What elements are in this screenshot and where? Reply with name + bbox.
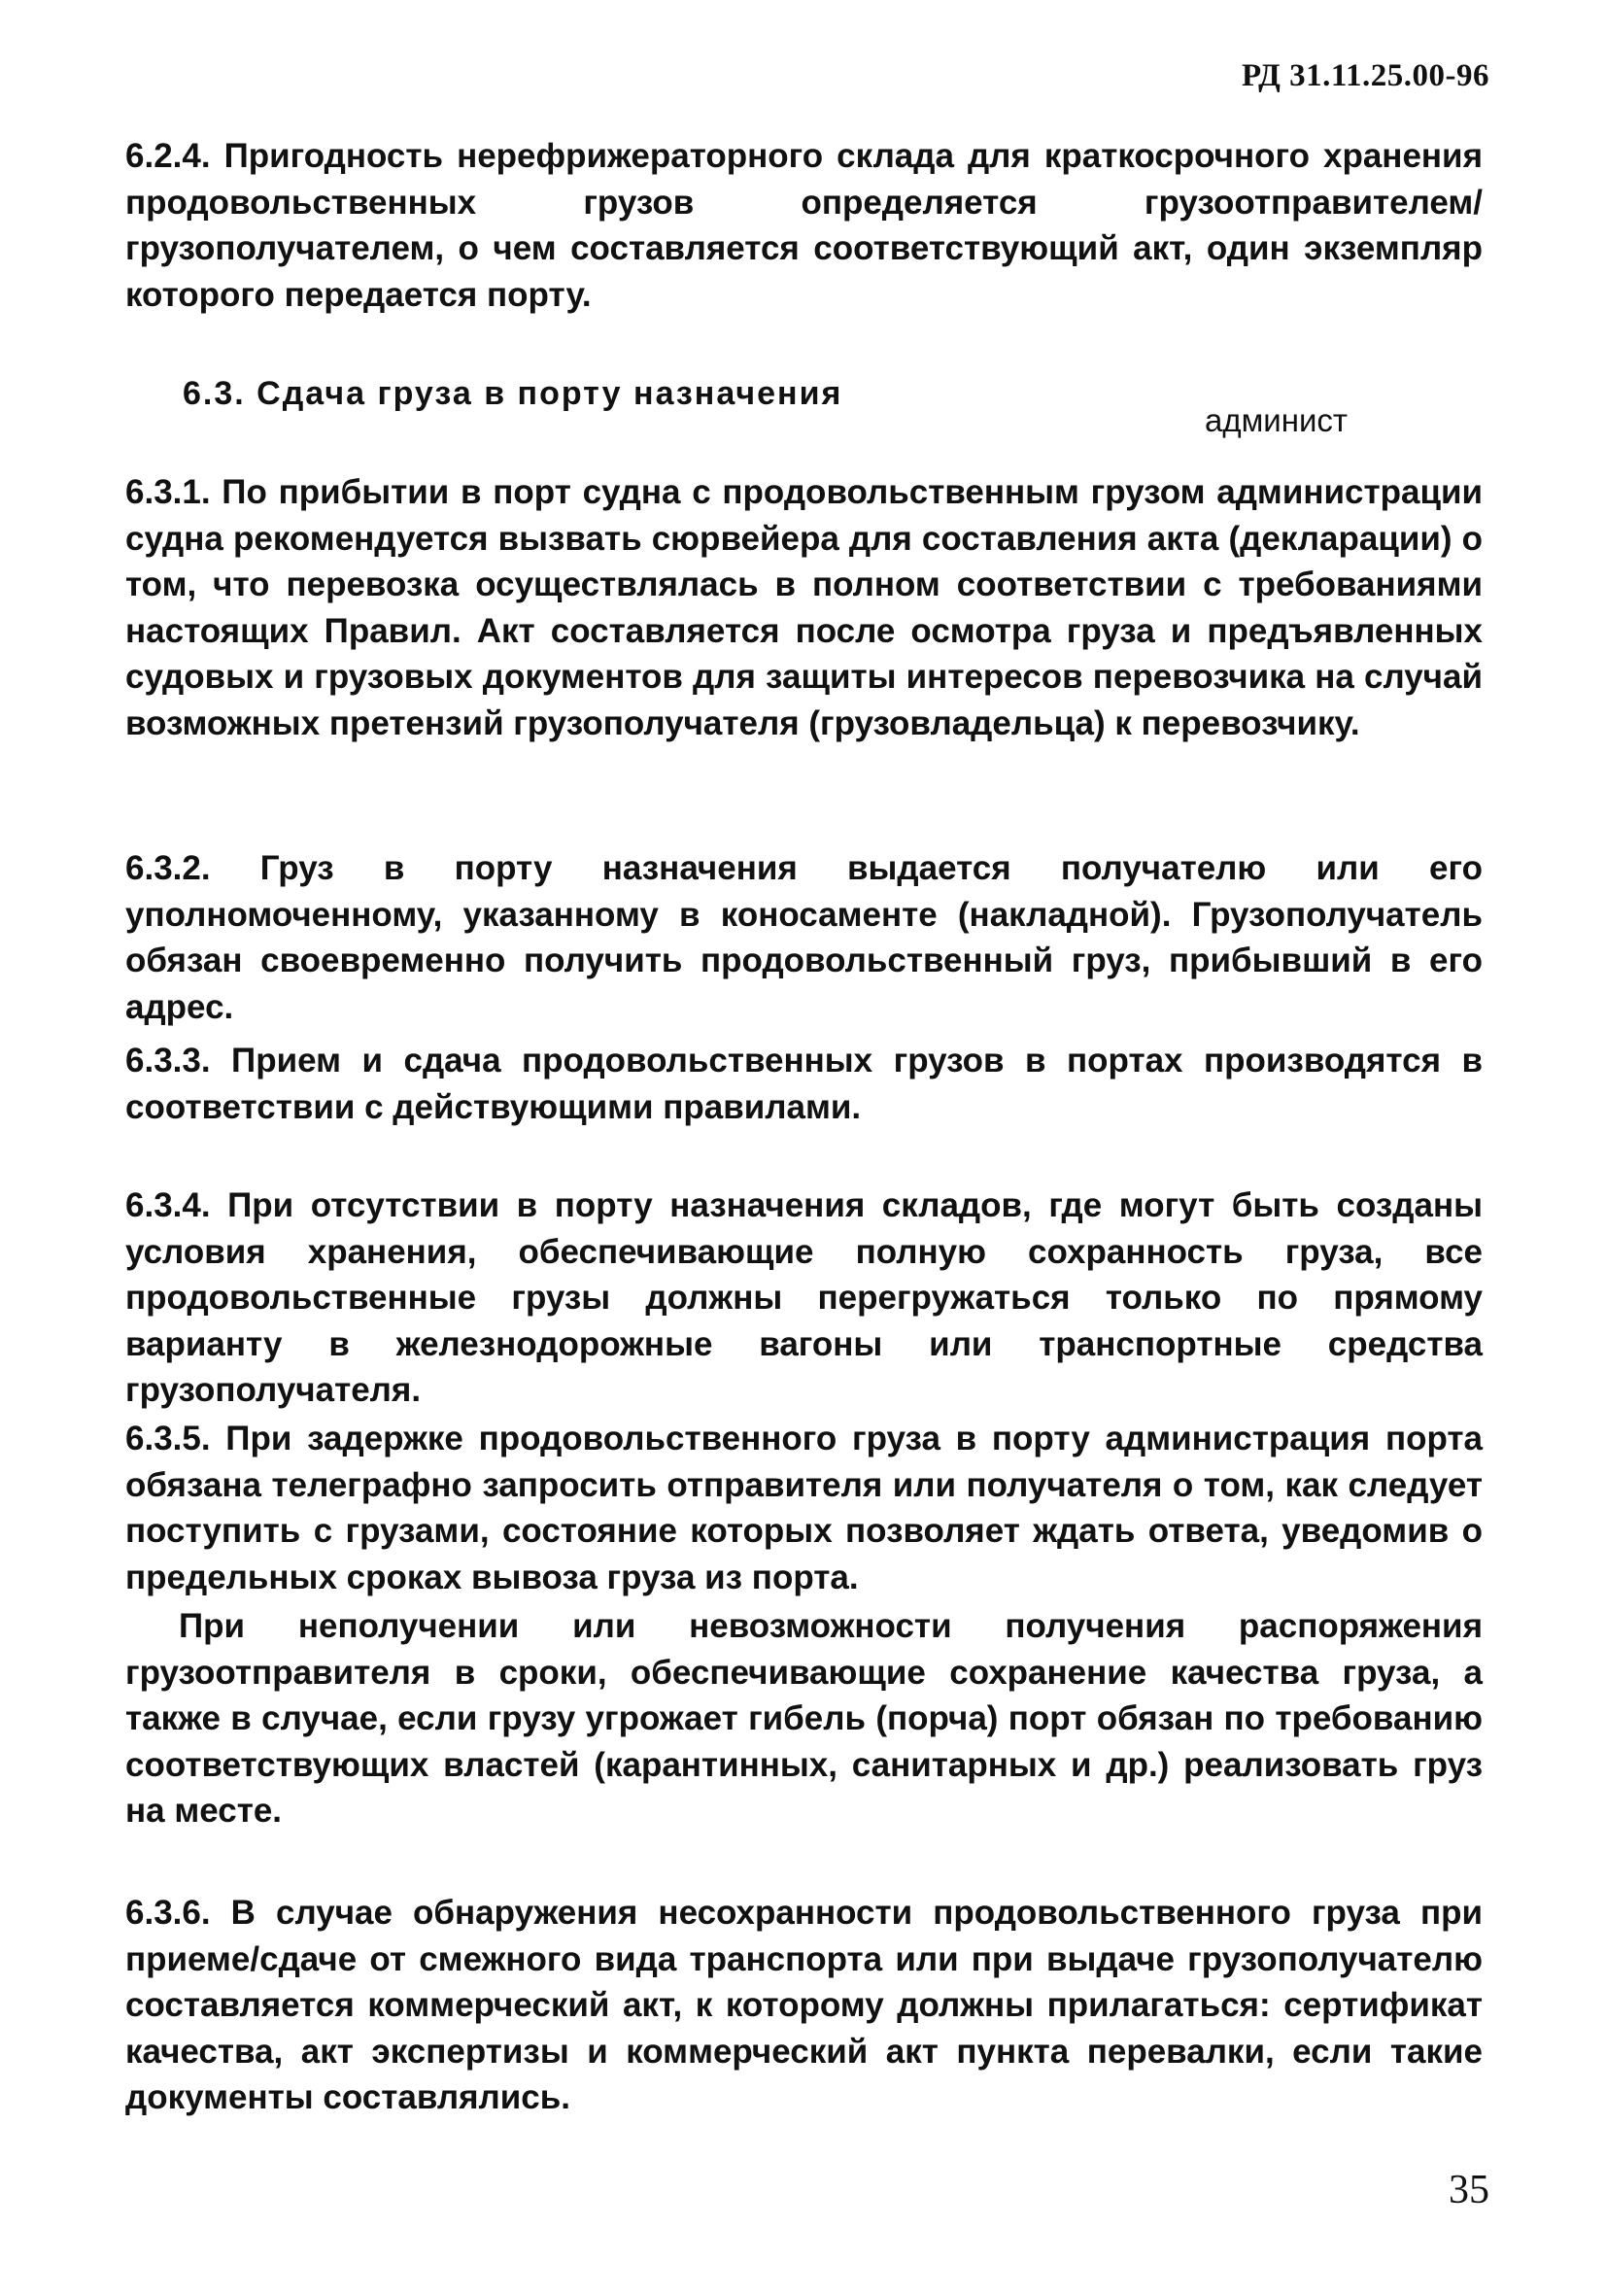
document-code: РД 31.11.25.00-96 — [1241, 58, 1489, 93]
paragraph-6-3-3: 6.3.3. Прием и сдача продовольственных грузов в портах производятся в соответствии с действующими правилами. — [125, 1042, 1483, 1126]
page-number: 35 — [1449, 2168, 1489, 2212]
section-heading-6-3: 6.3. Сдача груза в порту назначения — [183, 375, 843, 412]
paragraph-6-3-6: 6.3.6. В случае обнаружения несохранности продовольственного груза при приеме/сдаче от смежного вида транспорта или при выдаче грузополучателю составляется коммерческий акт, к которому должны прилагаться: сертификат качества, акт экспертизы и коммерческий акт пункта перевалки, если такие документы составлялись. — [125, 1894, 1483, 2116]
paragraph-6-3-1: 6.3.1. По прибытии в порт судна с продовольственным грузом администрации судна рекомендуется вызвать сюрвейера для составления акта (декларации) о том, что перевозка осуществлялась в полном соответствии с требованиями настоящих Правил. Акт составляется после осмотра груза и предъявленных судовых и грузовых документов для защиты интересов перевозчика на случай возможных претензий грузополучателя (грузовладельца) к перевозчику. — [125, 473, 1483, 742]
paragraph-6-2-4: 6.2.4. Пригодность нерефрижераторного склада для краткосрочного хранения продовольственных грузов определяется грузоотправителем/грузополучателем, о чем составляется соответствующий акт, один экземпляр которого передается порту. — [125, 137, 1483, 314]
paragraph-6-3-5-continuation: При неполучении или невозможности получения распоряжения грузоотправителя в сроки, обеспечивающие сохранение качества груза, а также в случае, если грузу угрожает гибель (порча) порт обязан по требованию соответствующих властей (карантинных, санитарных и др.) реализовать груз на месте. — [125, 1607, 1483, 1830]
margin-note: админист — [1205, 402, 1349, 438]
paragraph-6-3-5: 6.3.5. При задержке продовольственного груза в порту администрация порта обязана телеграфно запросить отправителя или получателя о том, как следует поступить с грузами, состояние которых позволяет ждать ответа, уведомив о предельных сроках вывоза груза из порта. — [125, 1420, 1483, 1596]
paragraph-6-3-2: 6.3.2. Груз в порту назначения выдается получателю или его уполномоченному, указанному в коносаменте (накладной). Грузополучатель обязан своевременно получить продовольственный груз, прибывший в его адрес. — [125, 849, 1483, 1026]
paragraph-6-3-4: 6.3.4. При отсутствии в порту назначения складов, где могут быть созданы условия хранения, обеспечивающие полную сохранность груза, все продовольственные грузы должны перегружаться только по прямому варианту в железнодорожные вагоны или транспортные средства грузополучателя. — [125, 1186, 1483, 1409]
